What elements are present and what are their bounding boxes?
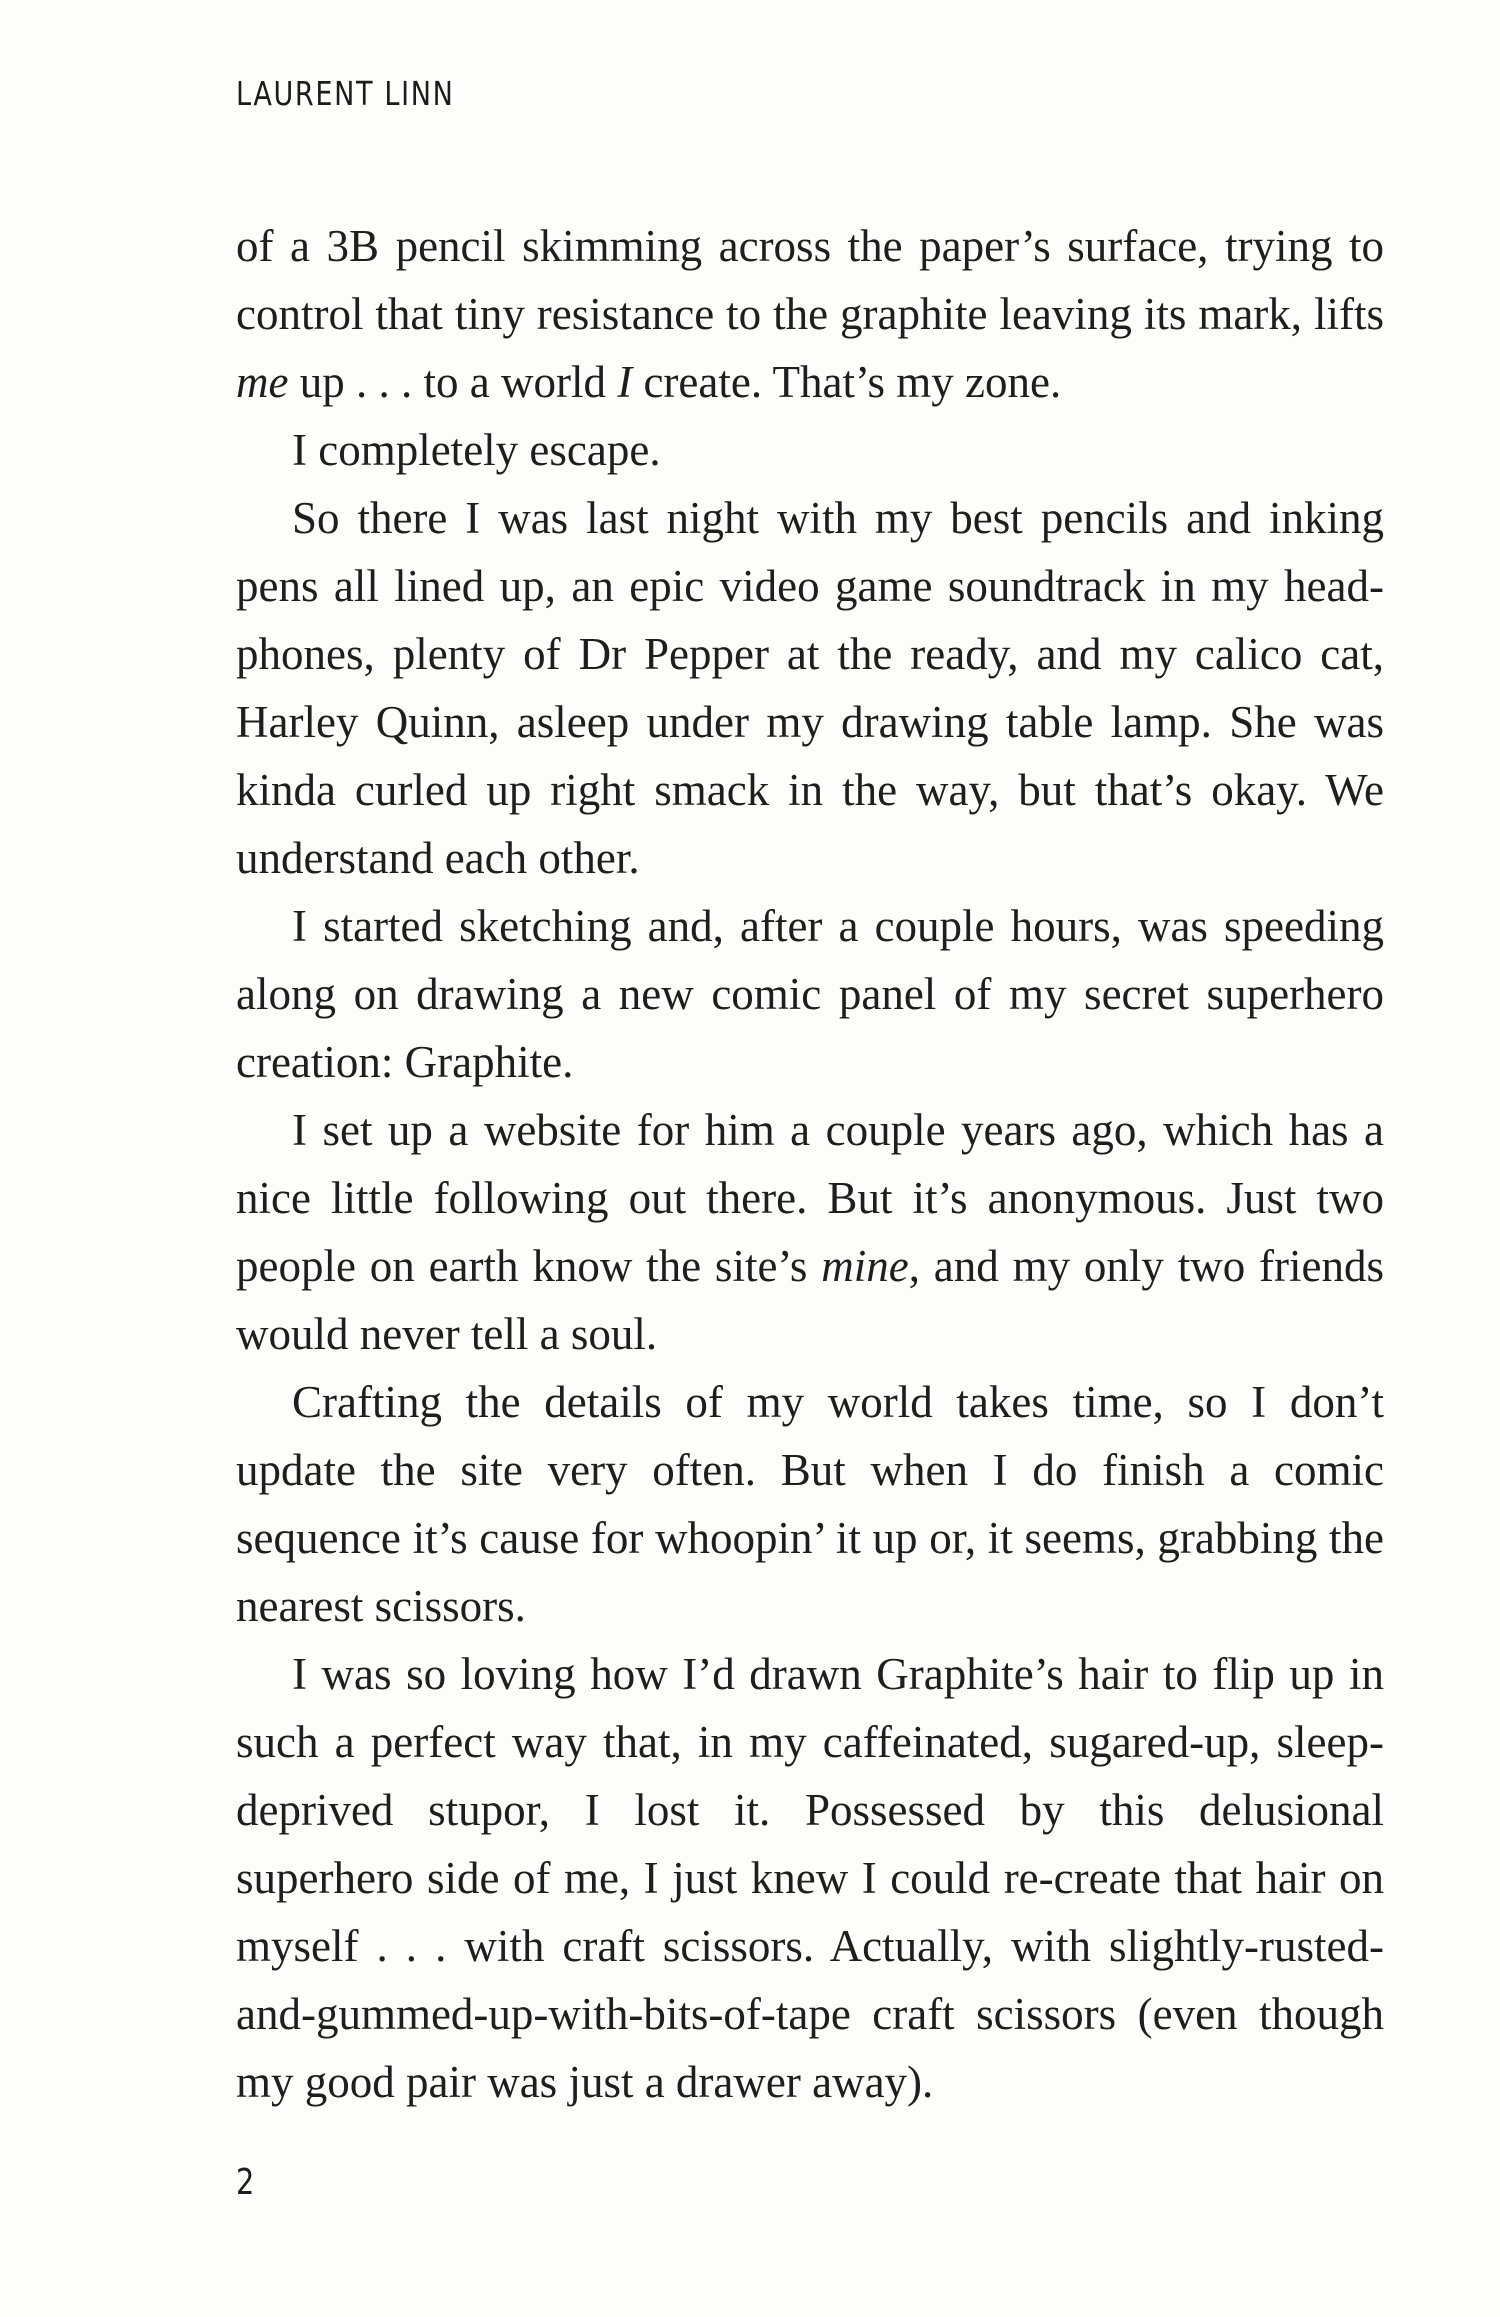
paragraph: I completely escape. — [292, 425, 661, 475]
running-head: LAURENT LINN — [236, 74, 455, 113]
text-run: I set up a website for him a couple years ago, which has a nice little following out there. But it’s anonymous. Just two people on earth know the site’s — [236, 1105, 1384, 1291]
text-run: of a 3B pencil skimming across the paper’s surface, trying to control that tiny resistance to the graphite leaving its mark, lifts — [236, 221, 1384, 339]
text-run: create. That’s my zone. — [632, 357, 1062, 407]
italic-run: I — [617, 357, 633, 407]
paragraph — [236, 1096, 1384, 1368]
paragraph: Crafting the details of my world takes time, so I don’t update the site very often. But when I do finish a comic sequence it’s cause for whoopin’ it up or, it seems, grabbing the nearest scissors. — [236, 1377, 1384, 1631]
paragraph-continued — [236, 212, 1384, 416]
italic-run: me — [236, 357, 289, 407]
text-run: , and my only two friends would never tell a soul. — [236, 1241, 1384, 1359]
italic-run: mine — [821, 1241, 909, 1291]
body-text — [236, 212, 1384, 2116]
paragraph: I started sketching and, after a couple hours, was speeding along on drawing a new comic panel of my secret superhero creation: Graphite. — [236, 901, 1384, 1087]
paragraph: So there I was last night with my best pencils and inking pens all lined up, an epic video game soundtrack in my headphones, plenty of Dr Pepper at the ready, and my calico cat, Harley Quinn, asleep under my drawing table lamp. She was kinda curled up right smack in the way, but that’s okay. We understand each other. — [236, 493, 1384, 883]
text-run: up . . . to a world — [288, 357, 618, 407]
paragraph: I was so loving how I’d drawn Graphite’s hair to flip up in such a perfect way that, in my caffeinated, sugared-up, sleep-deprived stupor, I lost it. Possessed by this delusional superhero side of me, I just knew I could re-create that hair on myself . . . with craft scissors. Actually, with slightly-rusted-and-gummed-up-with-bits-of-tape craft scissors (even though my good pair was just a drawer away). — [236, 1649, 1384, 2107]
page-number: 2 — [236, 2162, 255, 2203]
